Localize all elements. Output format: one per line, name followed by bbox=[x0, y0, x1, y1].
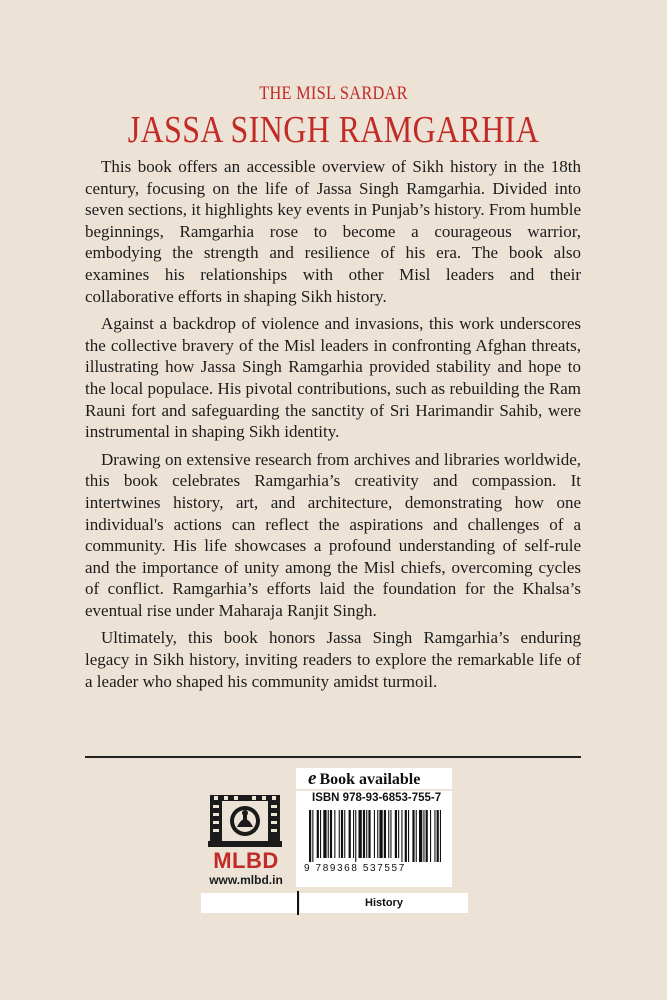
publisher-name: MLBD bbox=[213, 848, 279, 873]
category-label: History bbox=[300, 893, 468, 913]
barcode-digits: 9 789368 537557 bbox=[304, 863, 406, 874]
barcode-icon bbox=[308, 810, 442, 862]
ebook-text: Book available bbox=[319, 771, 421, 788]
category-blank-box bbox=[201, 893, 297, 913]
ebook-e-icon: e bbox=[308, 768, 317, 789]
ebook-available-label bbox=[296, 768, 452, 789]
book-subtitle: THE MISL SARDAR bbox=[259, 83, 408, 104]
category-divider bbox=[297, 891, 299, 915]
description-paragraph-2: Against a backdrop of violence and invasions, this work underscores the collective bravery of the Misl leaders in confronting Afghan threats, illustrating how Jassa Singh Ramgarhia provided stability and hope to the local populace. His pivotal contributions, such as rebuilding the Ram Rauni fort and safeguarding the sanctity of Sri Harimandir Sahib, were instrumental in shaping Sikh identity. bbox=[85, 314, 581, 442]
book-description bbox=[85, 156, 581, 698]
description-paragraph-4: Ultimately, this book honors Jassa Singh Ramgarhia’s enduring legacy in Sikh history, inviting readers to explore the remarkable life of a leader who shaped his community amidst turmoil. bbox=[85, 628, 581, 691]
isbn-number: ISBN 978-93-6853-755-7 bbox=[312, 792, 442, 804]
book-title: JASSA SINGH RAMGARHIA bbox=[127, 109, 540, 151]
divider-rule bbox=[85, 756, 581, 758]
barcode-panel bbox=[296, 791, 452, 887]
description-paragraph-1: This book offers an accessible overview of Sikh history in the 18th century, focusing on the life of Jassa Singh Ramgarhia. Divided into seven sections, it highlights key events in Punjab’s history. From humble beginnings, Ramgarhia rose to become a courageous warrior, embodying the strength and resilience of his era. The book also examines his relationships with other Misl leaders and their collaborative efforts in shaping Sikh history. bbox=[85, 157, 581, 306]
publisher-website[interactable]: www.mlbd.in bbox=[209, 873, 283, 887]
description-paragraph-3: Drawing on extensive research from archives and libraries worldwide, this book celebrates Ramgarhia’s creativity and compassion. It intertwines history, art, and architecture, demonstrating how one individual's actions can reflect the aspirations and challenges of a community. His life showcases a profound understanding of self-rule and the importance of unity among the Misl chiefs, overcoming cycles of conflict. Ramgarhia’s efforts laid the foundation for the Khalsa’s eventual rise under Maharaja Ranjit Singh. bbox=[85, 449, 581, 620]
